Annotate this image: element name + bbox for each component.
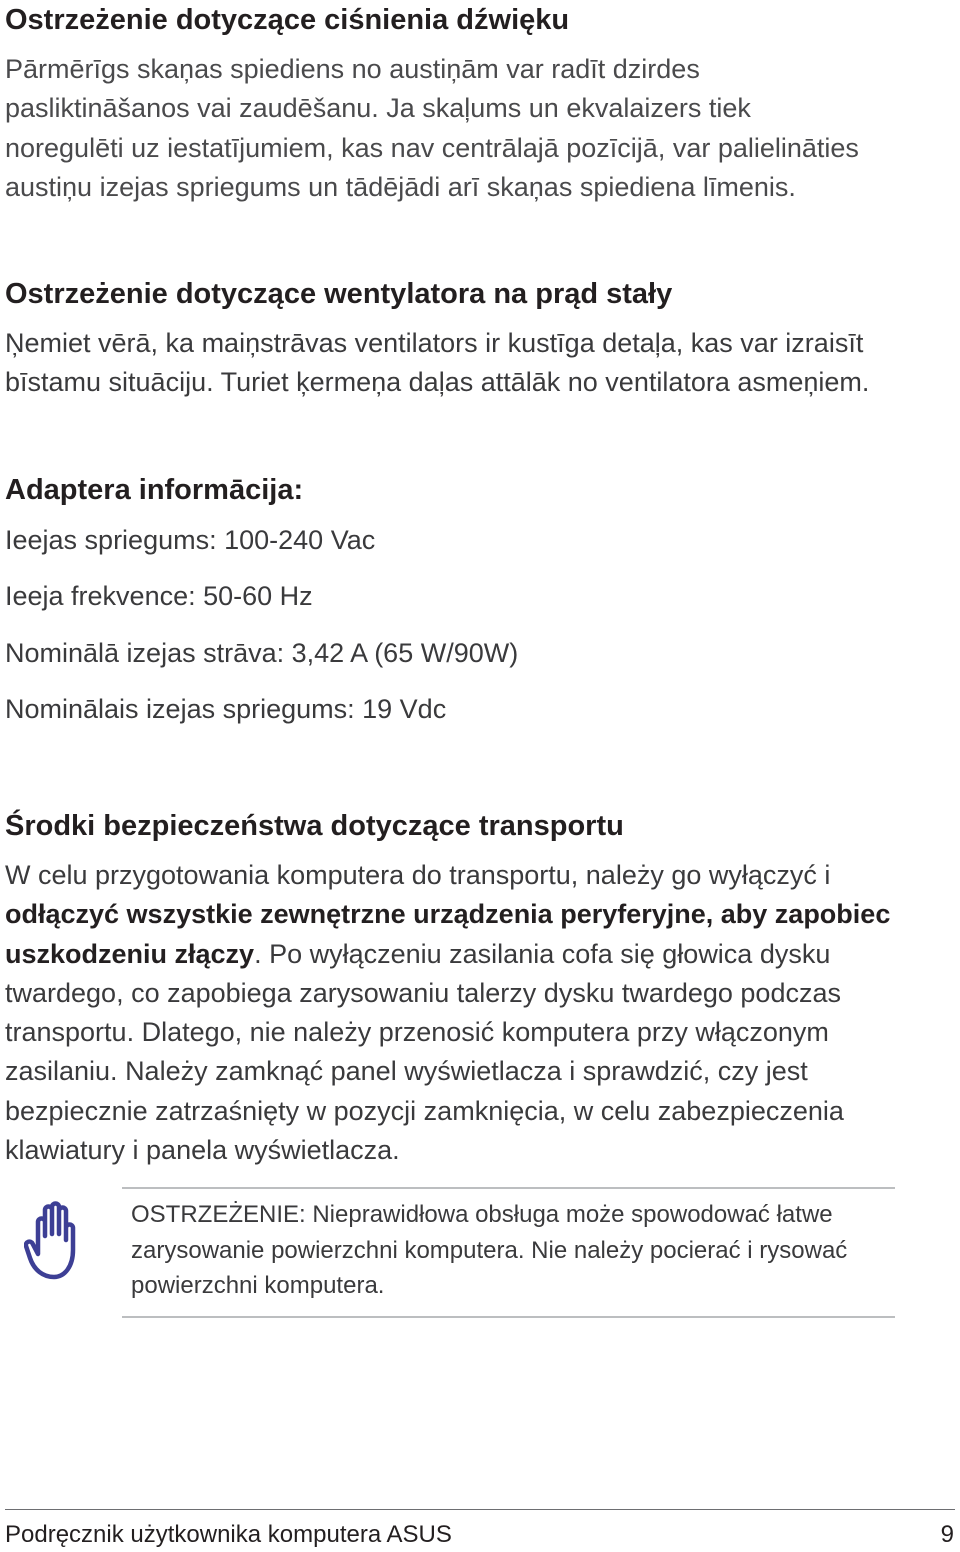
transport-text-emphasis: odłączyć wszystkie zewnętrzne urządzenia peryferyjne, aby zapobiec uszkodzeniu złączy: [5, 899, 891, 969]
adapter-info-heading: Adaptera informācija:: [5, 474, 304, 506]
warning-note-top-rule: [122, 1187, 895, 1189]
transport-text-rest: . Po wyłączeniu zasilania cofa się głowica dysku twardego, co zapobiega zarysowaniu talerzy dysku twardego podczas transportu. Dlatego, nie należy przenosić komputera przy włączonym zasilaniu. Należy zamknąć panel wyświetlacza i sprawdzić, czy jest bezpiecznie zatrzaśnięty w pozycji zamknięcia, w celu zabezpieczenia klawiatury i panela wyświetlacza.: [5, 938, 844, 1166]
footer-manual-title: Podręcznik użytkownika komputera ASUS: [5, 1521, 452, 1548]
footer-rule: [5, 1509, 955, 1510]
sound-pressure-heading: Ostrzeżenie dotyczące ciśnienia dźwięku: [5, 4, 570, 36]
transport-text: [5, 856, 905, 1170]
adapter-output-current: Nominālā izejas strāva: 3,42 A (65 W/90W): [5, 638, 519, 668]
warning-note-text: OSTRZEŻENIE: Nieprawidłowa obsługa może spowodować łatwe zarysowanie powierzchni komputera. Nie należy pocierać i rysować powierzchni komputera.: [131, 1201, 848, 1299]
sound-pressure-text: Pārmērīgs skaņas spiediens no austiņām var radīt dzirdes pasliktināšanos vai zaudēšanu. Ja skaļums un ekvalaizers tiek noregulēti uz iestatījumiem, kas nav centrālajā pozīcijā, var palielināties austiņu izejas spriegums un tādējādi arī skaņas spiediena līmenis.: [5, 54, 859, 203]
adapter-input-frequency: Ieeja frekvence: 50-60 Hz: [5, 581, 313, 611]
warning-note-bottom-rule: [122, 1316, 895, 1318]
hand-stop-icon: [24, 1200, 86, 1282]
transport-heading: Środki bezpieczeństwa dotyczące transportu: [5, 810, 624, 842]
dc-fan-heading: Ostrzeżenie dotyczące wentylatora na prąd stały: [5, 278, 673, 310]
dc-fan-text: Ņemiet vērā, ka maiņstrāvas ventilators ir kustīga detaļa, kas var izraisīt bīstamu situāciju. Turiet ķermeņa daļas attālāk no ventilatora asmeņiem.: [5, 328, 870, 398]
adapter-output-voltage: Nominālais izejas spriegums: 19 Vdc: [5, 694, 447, 724]
footer-page-number: 9: [940, 1521, 954, 1548]
adapter-input-voltage: Ieejas spriegums: 100-240 Vac: [5, 525, 376, 555]
transport-text-intro: W celu przygotowania komputera do transportu, należy go wyłączyć i: [5, 860, 831, 890]
